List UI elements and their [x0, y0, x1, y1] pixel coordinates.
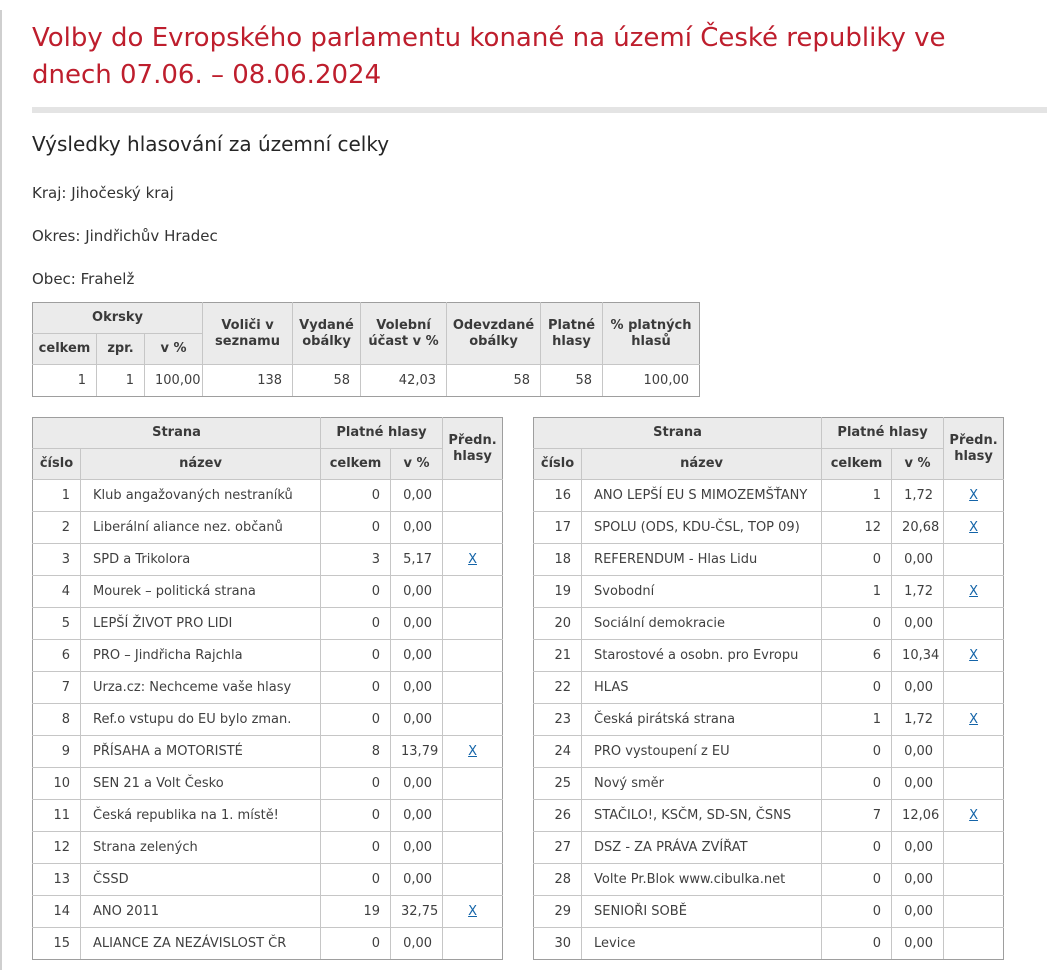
- party-name-cell: Urza.cz: Nechceme vaše hlasy: [81, 672, 321, 704]
- header-strana: Strana: [534, 418, 822, 449]
- party-number-cell: 13: [33, 864, 81, 896]
- party-number-cell: 10: [33, 768, 81, 800]
- party-total-cell: 7: [822, 800, 892, 832]
- party-row: [534, 768, 1004, 800]
- region-label: Obec:: [32, 270, 76, 288]
- preferential-votes-link[interactable]: X: [969, 488, 979, 503]
- party-percent-cell: 0,00: [892, 672, 944, 704]
- party-number-cell: 21: [534, 640, 582, 672]
- party-number-cell: 1: [33, 480, 81, 512]
- party-name-cell: PŘÍSAHA a MOTORISTÉ: [81, 736, 321, 768]
- party-percent-cell: 1,72: [892, 704, 944, 736]
- header-nazev: název: [582, 449, 822, 480]
- preferential-votes-link[interactable]: X: [468, 904, 477, 919]
- party-number-cell: 3: [33, 544, 81, 576]
- party-percent-cell: 0,00: [892, 768, 944, 800]
- party-row: [534, 800, 1004, 832]
- page-title: Volby do Evropského parlamentu konané na území České republiky ve dnech 07.06. – 08.06.2024: [32, 23, 946, 90]
- party-percent-cell: 5,17: [391, 544, 443, 576]
- preferential-votes-link[interactable]: X: [969, 584, 979, 599]
- party-number-cell: 16: [534, 480, 582, 512]
- party-pref-cell: [944, 768, 1004, 800]
- party-number-cell: 26: [534, 800, 582, 832]
- party-header-row-1: [33, 418, 503, 449]
- value-volebni-ucast: 42,03: [361, 365, 447, 397]
- party-total-cell: 0: [321, 768, 391, 800]
- party-total-cell: 0: [822, 896, 892, 928]
- party-percent-cell: 0,00: [391, 576, 443, 608]
- party-header-row-2: [33, 449, 503, 480]
- party-name-cell: Svobodní: [582, 576, 822, 608]
- party-total-cell: 0: [822, 864, 892, 896]
- party-number-cell: 28: [534, 864, 582, 896]
- header-platne-hlasy: Platné hlasy: [822, 418, 944, 449]
- party-name-cell: STAČILO!, KSČM, SD-SN, ČSNS: [582, 800, 822, 832]
- party-number-cell: 22: [534, 672, 582, 704]
- party-percent-cell: 0,00: [892, 864, 944, 896]
- header-volebni-ucast: Volební účast v %: [361, 303, 447, 365]
- party-pref-cell: [443, 768, 503, 800]
- header-platne-hlasy: Platné hlasy: [541, 303, 603, 365]
- party-pref-cell: [944, 896, 1004, 928]
- party-name-cell: ALIANCE ZA NEZÁVISLOST ČR: [81, 928, 321, 960]
- party-name-cell: ANO 2011: [81, 896, 321, 928]
- party-total-cell: 0: [822, 768, 892, 800]
- party-row: [534, 704, 1004, 736]
- party-name-cell: Klub angažovaných nestraníků: [81, 480, 321, 512]
- header-okrsky-zpr: zpr.: [97, 334, 145, 365]
- party-number-cell: 23: [534, 704, 582, 736]
- party-pref-cell: [944, 576, 1004, 608]
- preferential-votes-link[interactable]: X: [969, 648, 979, 663]
- party-total-cell: 0: [321, 480, 391, 512]
- party-row: [33, 480, 503, 512]
- value-pct-platnych: 100,00: [603, 365, 700, 397]
- party-total-cell: 0: [321, 608, 391, 640]
- party-row: [33, 928, 503, 960]
- party-name-cell: PRO vystoupení z EU: [582, 736, 822, 768]
- party-number-cell: 5: [33, 608, 81, 640]
- party-row: [33, 576, 503, 608]
- region-label: Kraj:: [32, 184, 67, 202]
- party-row: [534, 576, 1004, 608]
- party-number-cell: 15: [33, 928, 81, 960]
- preferential-votes-link[interactable]: X: [969, 520, 979, 535]
- party-name-cell: Sociální demokracie: [582, 608, 822, 640]
- party-total-cell: 12: [822, 512, 892, 544]
- party-pref-cell: [443, 832, 503, 864]
- party-header-row-1: [534, 418, 1004, 449]
- header-celkem: celkem: [822, 449, 892, 480]
- party-percent-cell: 0,00: [391, 640, 443, 672]
- preferential-votes-link[interactable]: X: [969, 808, 979, 823]
- party-percent-cell: 32,75: [391, 896, 443, 928]
- party-name-cell: Strana zelených: [81, 832, 321, 864]
- value-okrsky-celkem: 1: [33, 365, 97, 397]
- party-percent-cell: 0,00: [892, 608, 944, 640]
- party-pref-cell: [944, 736, 1004, 768]
- party-name-cell: SENIOŘI SOBĚ: [582, 896, 822, 928]
- party-name-cell: HLAS: [582, 672, 822, 704]
- value-odevzdane-obalky: 58: [447, 365, 541, 397]
- party-total-cell: 0: [822, 736, 892, 768]
- party-number-cell: 7: [33, 672, 81, 704]
- party-name-cell: Nový směr: [582, 768, 822, 800]
- party-percent-cell: 0,00: [892, 544, 944, 576]
- preferential-votes-link[interactable]: X: [468, 552, 477, 567]
- value-okrsky-zpr: 1: [97, 365, 145, 397]
- party-row: [534, 640, 1004, 672]
- party-percent-cell: 0,00: [391, 832, 443, 864]
- region-line: [32, 269, 1047, 290]
- party-number-cell: 14: [33, 896, 81, 928]
- party-total-cell: 0: [321, 576, 391, 608]
- party-pref-cell: [944, 864, 1004, 896]
- header-odevzdane-obalky: Odevzdané obálky: [447, 303, 541, 365]
- header-cislo: číslo: [534, 449, 582, 480]
- party-total-cell: 0: [321, 800, 391, 832]
- region-line: [32, 226, 1047, 247]
- party-total-cell: 0: [321, 832, 391, 864]
- party-percent-cell: 1,72: [892, 576, 944, 608]
- party-name-cell: REFERENDUM - Hlas Lidu: [582, 544, 822, 576]
- party-percent-cell: 0,00: [892, 736, 944, 768]
- header-predn-hlasy: Předn. hlasy: [443, 418, 503, 480]
- party-name-cell: ANO LEPŠÍ EU S MIMOZEMŠŤANY: [582, 480, 822, 512]
- party-percent-cell: 0,00: [391, 608, 443, 640]
- header-vpct: v %: [391, 449, 443, 480]
- party-pref-cell: [443, 800, 503, 832]
- party-total-cell: 8: [321, 736, 391, 768]
- preferential-votes-link[interactable]: X: [969, 712, 979, 727]
- party-pref-cell: [944, 800, 1004, 832]
- party-name-cell: SPOLU (ODS, KDU-ČSL, TOP 09): [582, 512, 822, 544]
- party-total-cell: 0: [822, 544, 892, 576]
- preferential-votes-link[interactable]: X: [468, 744, 477, 759]
- header-okrsky-vpct: v %: [145, 334, 203, 365]
- party-number-cell: 29: [534, 896, 582, 928]
- party-name-cell: Ref.o vstupu do EU bylo zman.: [81, 704, 321, 736]
- party-row: [33, 736, 503, 768]
- party-total-cell: 0: [321, 672, 391, 704]
- party-name-cell: Liberální aliance nez. občanů: [81, 512, 321, 544]
- party-total-cell: 1: [822, 576, 892, 608]
- party-pref-cell: [944, 608, 1004, 640]
- party-number-cell: 9: [33, 736, 81, 768]
- header-platne-hlasy: Platné hlasy: [321, 418, 443, 449]
- party-name-cell: SEN 21 a Volt Česko: [81, 768, 321, 800]
- region-line: [32, 183, 1047, 204]
- region-label: Okres:: [32, 227, 81, 245]
- party-name-cell: Volte Pr.Blok www.cibulka.net: [582, 864, 822, 896]
- party-total-cell: 6: [822, 640, 892, 672]
- party-percent-cell: 0,00: [391, 480, 443, 512]
- party-percent-cell: 12,06: [892, 800, 944, 832]
- value-vydane-obalky: 58: [293, 365, 361, 397]
- party-percent-cell: 20,68: [892, 512, 944, 544]
- party-table-left: [32, 417, 503, 960]
- party-row: [534, 544, 1004, 576]
- header-predn-hlasy: Předn. hlasy: [944, 418, 1004, 480]
- party-total-cell: 0: [822, 672, 892, 704]
- party-name-cell: SPD a Trikolora: [81, 544, 321, 576]
- party-number-cell: 11: [33, 800, 81, 832]
- party-number-cell: 19: [534, 576, 582, 608]
- party-row: [534, 896, 1004, 928]
- party-row: [33, 672, 503, 704]
- party-row: [33, 608, 503, 640]
- results-subtitle: Výsledky hlasování za územní celky: [32, 132, 390, 156]
- party-number-cell: 4: [33, 576, 81, 608]
- party-name-cell: PRO – Jindřicha Rajchla: [81, 640, 321, 672]
- header-vpct: v %: [892, 449, 944, 480]
- party-name-cell: ČSSD: [81, 864, 321, 896]
- party-name-cell: Levice: [582, 928, 822, 960]
- party-pref-cell: [443, 928, 503, 960]
- party-pref-cell: [944, 832, 1004, 864]
- party-row: [33, 864, 503, 896]
- party-name-cell: Starostové a osobn. pro Evropu: [582, 640, 822, 672]
- party-total-cell: 0: [321, 704, 391, 736]
- party-row: [33, 512, 503, 544]
- party-pref-cell: [443, 544, 503, 576]
- party-pref-cell: [443, 672, 503, 704]
- party-total-cell: 0: [822, 832, 892, 864]
- party-total-cell: 0: [321, 928, 391, 960]
- party-pref-cell: [443, 512, 503, 544]
- region-value: Jindřichův Hradec: [85, 227, 218, 245]
- party-number-cell: 20: [534, 608, 582, 640]
- party-pref-cell: [944, 672, 1004, 704]
- party-number-cell: 25: [534, 768, 582, 800]
- header-cislo: číslo: [33, 449, 81, 480]
- party-pref-cell: [443, 640, 503, 672]
- party-total-cell: 1: [822, 704, 892, 736]
- region-value: Jihočeský kraj: [71, 184, 174, 202]
- party-percent-cell: 0,00: [391, 864, 443, 896]
- party-pref-cell: [443, 608, 503, 640]
- party-percent-cell: 0,00: [391, 704, 443, 736]
- party-row: [33, 704, 503, 736]
- party-percent-cell: 13,79: [391, 736, 443, 768]
- party-pref-cell: [443, 896, 503, 928]
- left-edge-line: [0, 10, 2, 970]
- party-row: [534, 512, 1004, 544]
- party-name-cell: Česká republika na 1. místě!: [81, 800, 321, 832]
- party-row: [534, 864, 1004, 896]
- party-row: [33, 544, 503, 576]
- party-row: [534, 928, 1004, 960]
- party-percent-cell: 0,00: [391, 800, 443, 832]
- party-total-cell: 0: [321, 512, 391, 544]
- header-vydane-obalky: Vydané obálky: [293, 303, 361, 365]
- value-volici-v-seznamu: 138: [203, 365, 293, 397]
- party-row: [534, 608, 1004, 640]
- party-pref-cell: [443, 704, 503, 736]
- party-pref-cell: [944, 928, 1004, 960]
- party-percent-cell: 0,00: [892, 928, 944, 960]
- region-info: [32, 183, 1047, 290]
- summary-header-row-1: [33, 303, 700, 334]
- party-row: [33, 896, 503, 928]
- summary-values-row: [33, 365, 700, 397]
- header-okrsky-celkem: celkem: [33, 334, 97, 365]
- party-number-cell: 2: [33, 512, 81, 544]
- party-pref-cell: [944, 544, 1004, 576]
- party-number-cell: 8: [33, 704, 81, 736]
- header-celkem: celkem: [321, 449, 391, 480]
- summary-table: [32, 302, 700, 397]
- header-nazev: název: [81, 449, 321, 480]
- party-pref-cell: [944, 512, 1004, 544]
- party-percent-cell: 0,00: [391, 672, 443, 704]
- party-pref-cell: [443, 480, 503, 512]
- party-number-cell: 12: [33, 832, 81, 864]
- party-number-cell: 6: [33, 640, 81, 672]
- party-name-cell: DSZ - ZA PRÁVA ZVÍŘAT: [582, 832, 822, 864]
- party-row: [534, 736, 1004, 768]
- party-row: [33, 832, 503, 864]
- party-percent-cell: 1,72: [892, 480, 944, 512]
- party-name-cell: Česká pirátská strana: [582, 704, 822, 736]
- party-number-cell: 17: [534, 512, 582, 544]
- party-total-cell: 0: [822, 928, 892, 960]
- region-value: Frahelž: [80, 270, 135, 288]
- party-row: [534, 672, 1004, 704]
- party-name-cell: LEPŠÍ ŽIVOT PRO LIDI: [81, 608, 321, 640]
- party-total-cell: 0: [822, 608, 892, 640]
- party-percent-cell: 0,00: [391, 512, 443, 544]
- party-percent-cell: 10,34: [892, 640, 944, 672]
- title-divider: [32, 107, 1047, 113]
- party-header-row-2: [534, 449, 1004, 480]
- party-row: [33, 640, 503, 672]
- party-percent-cell: 0,00: [892, 896, 944, 928]
- party-row: [33, 768, 503, 800]
- party-number-cell: 27: [534, 832, 582, 864]
- party-pref-cell: [944, 480, 1004, 512]
- party-pref-cell: [944, 640, 1004, 672]
- header-volici-v-seznamu: Voliči v seznamu: [203, 303, 293, 365]
- header-strana: Strana: [33, 418, 321, 449]
- party-percent-cell: 0,00: [391, 928, 443, 960]
- party-total-cell: 0: [321, 864, 391, 896]
- party-pref-cell: [443, 736, 503, 768]
- header-pct-platnych: % platných hlasů: [603, 303, 700, 365]
- party-pref-cell: [443, 864, 503, 896]
- value-platne-hlasy: 58: [541, 365, 603, 397]
- party-row: [534, 480, 1004, 512]
- party-name-cell: Mourek – politická strana: [81, 576, 321, 608]
- value-okrsky-vpct: 100,00: [145, 365, 203, 397]
- party-total-cell: 3: [321, 544, 391, 576]
- party-row: [33, 800, 503, 832]
- party-number-cell: 18: [534, 544, 582, 576]
- party-number-cell: 30: [534, 928, 582, 960]
- party-total-cell: 1: [822, 480, 892, 512]
- party-number-cell: 24: [534, 736, 582, 768]
- party-total-cell: 19: [321, 896, 391, 928]
- header-okrsky: Okrsky: [33, 303, 203, 334]
- party-tables: [32, 417, 1047, 960]
- party-pref-cell: [944, 704, 1004, 736]
- party-total-cell: 0: [321, 640, 391, 672]
- party-pref-cell: [443, 576, 503, 608]
- party-percent-cell: 0,00: [391, 768, 443, 800]
- party-percent-cell: 0,00: [892, 832, 944, 864]
- party-row: [534, 832, 1004, 864]
- party-table-right: [533, 417, 1004, 960]
